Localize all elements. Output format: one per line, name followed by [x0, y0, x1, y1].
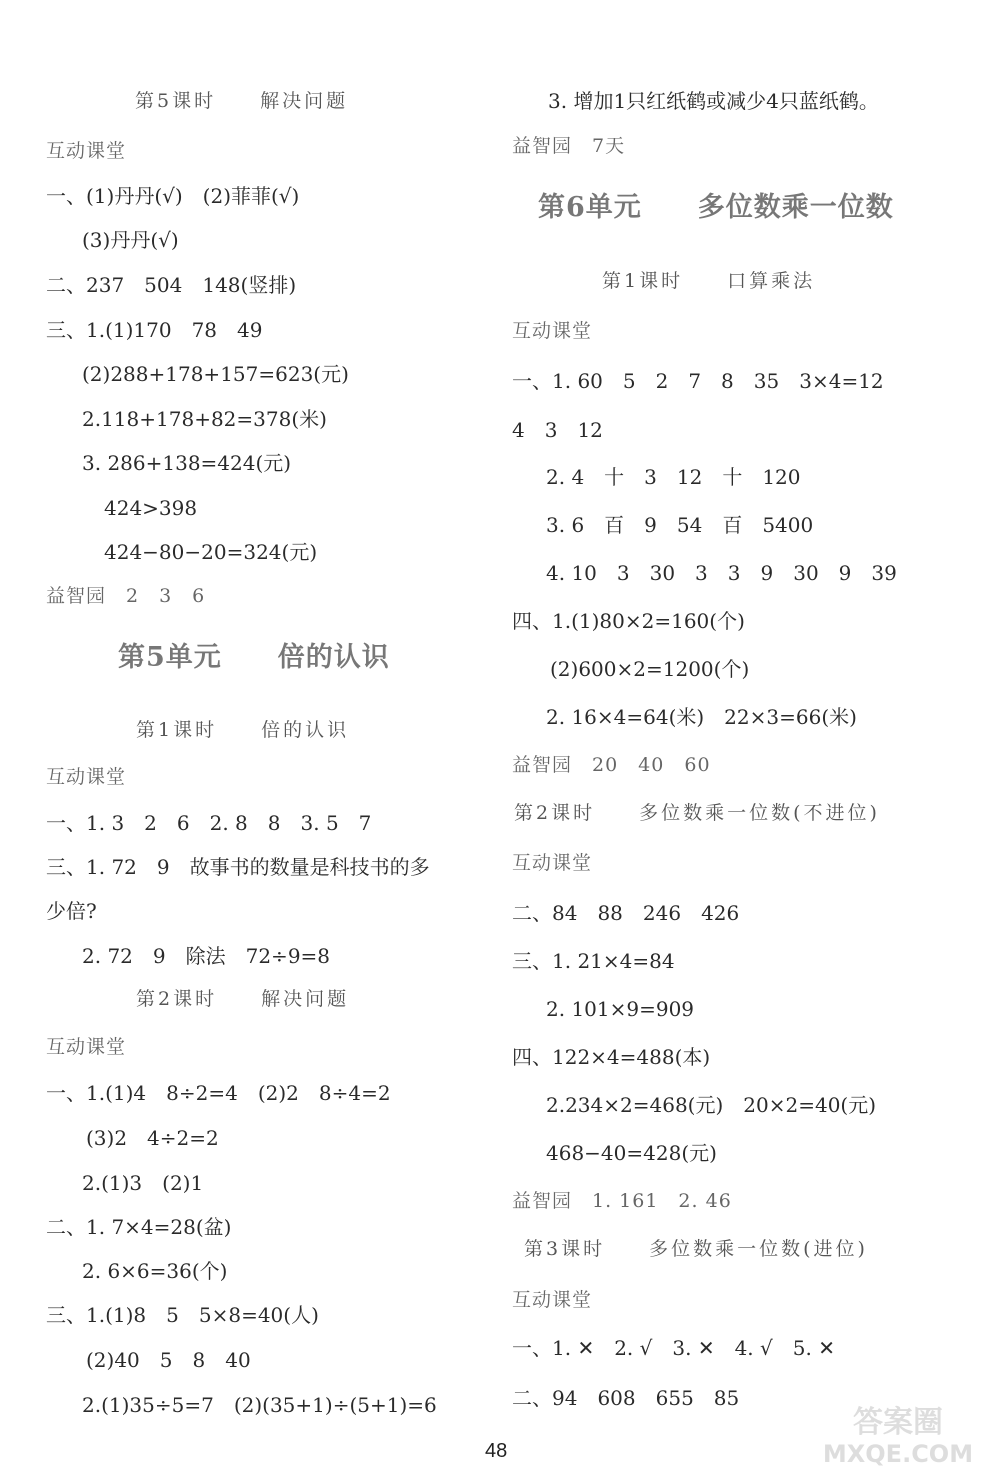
right-answer-line: 四、122×4=488(本)	[512, 1045, 711, 1069]
left-answer-line: 2.(1)3 (2)1	[82, 1171, 204, 1195]
right-unit-line: 第6单元 多位数乘一位数	[538, 192, 894, 223]
right-answer-line: 一、1. ✕ 2. √ 3. ✕ 4. √ 5. ✕	[512, 1336, 835, 1360]
right-lesson-line: 第3课时 多位数乘一位数(进位)	[524, 1238, 868, 1260]
left-answer-line: 一、1.(1)4 8÷2=4 (2)2 8÷4=2	[46, 1081, 391, 1105]
left-answer-line: 2. 6×6=36(个)	[82, 1259, 228, 1283]
left-answer-line: 三、1.(1)8 5 5×8=40(人)	[46, 1303, 319, 1327]
right-section-line: 益智园 1. 161 2. 46	[512, 1190, 732, 1212]
left-answer-line: 424−80−20=324(元)	[104, 540, 318, 564]
left-answer-line: 一、1. 3 2 6 2. 8 8 3. 5 7	[46, 811, 372, 835]
right-answer-line: 468−40=428(元)	[546, 1141, 717, 1165]
right-answer-line: 2.234×2=468(元) 20×2=40(元)	[546, 1093, 877, 1117]
right-answer-line: 3. 6 百 9 54 百 5400	[546, 513, 814, 537]
right-answer-line: 2. 101×9=909	[546, 997, 695, 1021]
watermark-url: MXQE.COM	[822, 1440, 974, 1468]
left-section-line: 互动课堂	[46, 1036, 127, 1058]
right-answer-line: 二、84 88 246 426	[512, 901, 740, 925]
watermark-logo	[808, 1398, 988, 1468]
right-section-line: 益智园 7天	[512, 135, 626, 157]
right-answer-line: (2)600×2=1200(个)	[550, 657, 750, 681]
right-section-line: 互动课堂	[512, 852, 593, 874]
left-answer-line: 一、(1)丹丹(√) (2)菲菲(√)	[46, 184, 300, 208]
left-answer-line: 二、237 504 148(竖排)	[46, 273, 297, 297]
right-answer-line: 2. 4 十 3 12 十 120	[546, 465, 801, 489]
left-unit-line: 第5单元 倍的认识	[118, 642, 390, 673]
left-answer-line: (2)288+178+157=623(元)	[82, 362, 349, 386]
left-answer-line: 二、1. 7×4=28(盆)	[46, 1215, 232, 1239]
right-answer-line: 二、94 608 655 85	[512, 1386, 740, 1410]
left-answer-line: 2.(1)35÷5=7 (2)(35+1)÷(5+1)=6	[82, 1393, 437, 1417]
left-lesson-line: 第1课时 倍的认识	[136, 719, 350, 741]
left-section-line: 互动课堂	[46, 140, 127, 162]
left-answer-line: 2. 72 9 除法 72÷9=8	[82, 944, 331, 968]
right-answer-line: 三、1. 21×4=84	[512, 949, 675, 973]
right-section-line: 益智园 20 40 60	[512, 754, 711, 776]
right-answer-line: 4. 10 3 30 3 3 9 30 9 39	[546, 561, 897, 585]
left-answer-line: 三、1.(1)170 78 49	[46, 318, 263, 342]
left-answer-line: 424>398	[104, 496, 198, 520]
watermark-text: 答案圈	[853, 1405, 943, 1440]
left-lesson-line: 第2课时 解决问题	[136, 988, 350, 1010]
left-section-line: 益智园 2 3 6	[46, 585, 206, 607]
right-lesson-line: 第2课时 多位数乘一位数(不进位)	[514, 802, 880, 824]
right-answer-line: 3. 增加1只红纸鹤或减少4只蓝纸鹤。	[548, 89, 879, 113]
left-answer-line: 三、1. 72 9 故事书的数量是科技书的多	[46, 855, 430, 879]
left-section-line: 互动课堂	[46, 766, 127, 788]
right-lesson-line: 第1课时 口算乘法	[602, 270, 816, 292]
right-answer-line: 2. 16×4=64(米) 22×3=66(米)	[546, 705, 857, 729]
right-section-line: 互动课堂	[512, 320, 593, 342]
page-number: 48	[485, 1440, 508, 1462]
right-answer-line: 一、1. 60 5 2 7 8 35 3×4=12	[512, 369, 884, 393]
left-answer-line: (2)40 5 8 40	[86, 1348, 251, 1372]
left-answer-line: (3)丹丹(√)	[82, 228, 179, 252]
left-answer-line: 3. 286+138=424(元)	[82, 451, 292, 475]
right-answer-line: 四、1.(1)80×2=160(个)	[512, 609, 745, 633]
right-answer-line: 4 3 12	[512, 418, 603, 442]
right-section-line: 互动课堂	[512, 1289, 593, 1311]
left-lesson-line: 第5课时 解决问题	[135, 90, 349, 112]
left-answer-line: 少倍?	[46, 899, 97, 923]
left-answer-line: (3)2 4÷2=2	[86, 1126, 219, 1150]
left-answer-line: 2.118+178+82=378(米)	[82, 407, 327, 431]
